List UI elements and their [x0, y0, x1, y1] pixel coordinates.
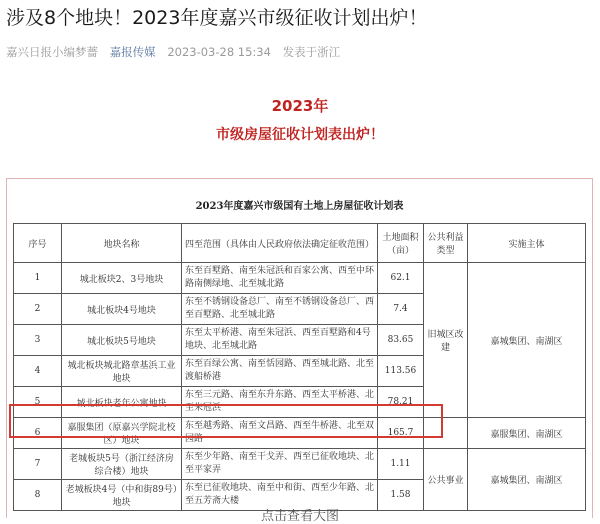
cell-no: 1 — [14, 263, 62, 294]
article-meta — [6, 44, 348, 60]
cell-range: 东至三元路、南至东升东路、西至太平桥港、北至朱冠浜 — [182, 387, 378, 418]
cell-area: 113.56 — [378, 356, 424, 387]
source-link[interactable]: 嘉报传媒 — [109, 45, 156, 59]
cell-name: 城北板块老年公寓地块 — [62, 387, 182, 418]
cell-interest: 旧城区改建 — [424, 263, 468, 418]
cell-name: 嘉服集团（原嘉兴学院北校区）地块 — [62, 418, 182, 449]
cell-no: 5 — [14, 387, 62, 418]
cell-interest: 公共事业 — [424, 449, 468, 511]
publish-location: 发表于浙江 — [282, 45, 341, 59]
cell-name: 城北板块4号地块 — [62, 294, 182, 325]
cell-range: 东至少年路、南至干戈弄、西至已征收地块、北至平家弄 — [182, 449, 378, 480]
cell-area: 78.21 — [378, 387, 424, 418]
cell-range: 东至百墅路、南至朱冠浜和百家公寓、西至中环路南侧绿地、北至城北路 — [182, 263, 378, 294]
cell-range: 东至越秀路、南至文昌路、西至牛桥港、北至双园路 — [182, 418, 378, 449]
table-row — [14, 263, 586, 294]
cell-entity: 嘉城集团、南湖区 — [468, 449, 586, 511]
cell-area: 83.65 — [378, 325, 424, 356]
header-name: 地块名称 — [62, 224, 182, 263]
cell-area: 1.58 — [378, 480, 424, 511]
banner-title: 市级房屋征收计划表出炉！ — [216, 127, 384, 143]
view-full-image-link[interactable]: 点击查看大图 — [260, 509, 339, 524]
cell-no: 4 — [14, 356, 62, 387]
row-highlight-box — [9, 404, 443, 438]
header-area: 土地面积（亩） — [378, 224, 424, 263]
cell-area: 1.11 — [378, 449, 424, 480]
cell-area: 165.7 — [378, 418, 424, 449]
header-interest: 公共利益类型 — [424, 224, 468, 263]
table-image[interactable] — [6, 178, 593, 518]
cell-entity: 嘉城集团、南湖区 — [468, 263, 586, 418]
cell-range: 东至已征收地块、南至中和街、西至少年路、北至五芳斋大楼 — [182, 480, 378, 511]
table-row — [14, 449, 586, 480]
cell-range: 东至不锈钢设备总厂、南至不锈钢设备总厂、西至百墅路、北至城北路 — [182, 294, 378, 325]
cell-area: 62.1 — [378, 263, 424, 294]
cell-no: 6 — [14, 418, 62, 449]
cell-area: 7.4 — [378, 294, 424, 325]
header-range: 四至范围（具体由人民政府依法确定征收范围） — [182, 224, 378, 263]
cell-name: 老城板块4号（中和街89号）地块 — [62, 480, 182, 511]
author-name: 嘉兴日报小编梦薔 — [6, 45, 98, 59]
cell-no: 3 — [14, 325, 62, 356]
expropriation-table — [13, 223, 586, 511]
cell-no: 7 — [14, 449, 62, 480]
cell-name: 老城板块5号（浙江经济房综合楼）地块 — [62, 449, 182, 480]
cell-name: 城北板块5号地块 — [62, 325, 182, 356]
cell-range: 东至百绿公寓、南至恬园路、西至城北路、北至渡船桥港 — [182, 356, 378, 387]
header-no: 序号 — [14, 224, 62, 263]
cell-entity: 嘉服集团、南湖区 — [468, 418, 586, 449]
cell-range: 东至太平桥港、南至朱冠浜、西至百墅路和4号地块、北至城北路 — [182, 325, 378, 356]
banner-year: 2023年 — [271, 97, 329, 115]
article-headline: 涉及8个地块！2023年度嘉兴市级征收计划出炉！ — [6, 7, 428, 29]
header-entity: 实施主体 — [468, 224, 586, 263]
cell-no: 8 — [14, 480, 62, 511]
table-title: 2023年度嘉兴市级国有土地上房屋征收计划表 — [195, 201, 404, 212]
cell-no: 2 — [14, 294, 62, 325]
table-header-row — [14, 224, 586, 263]
cell-name: 城北板块城北路章基浜工业地块 — [62, 356, 182, 387]
cell-name: 城北板块2、3号地块 — [62, 263, 182, 294]
publish-datetime: 2023-03-28 15:34 — [167, 45, 271, 59]
